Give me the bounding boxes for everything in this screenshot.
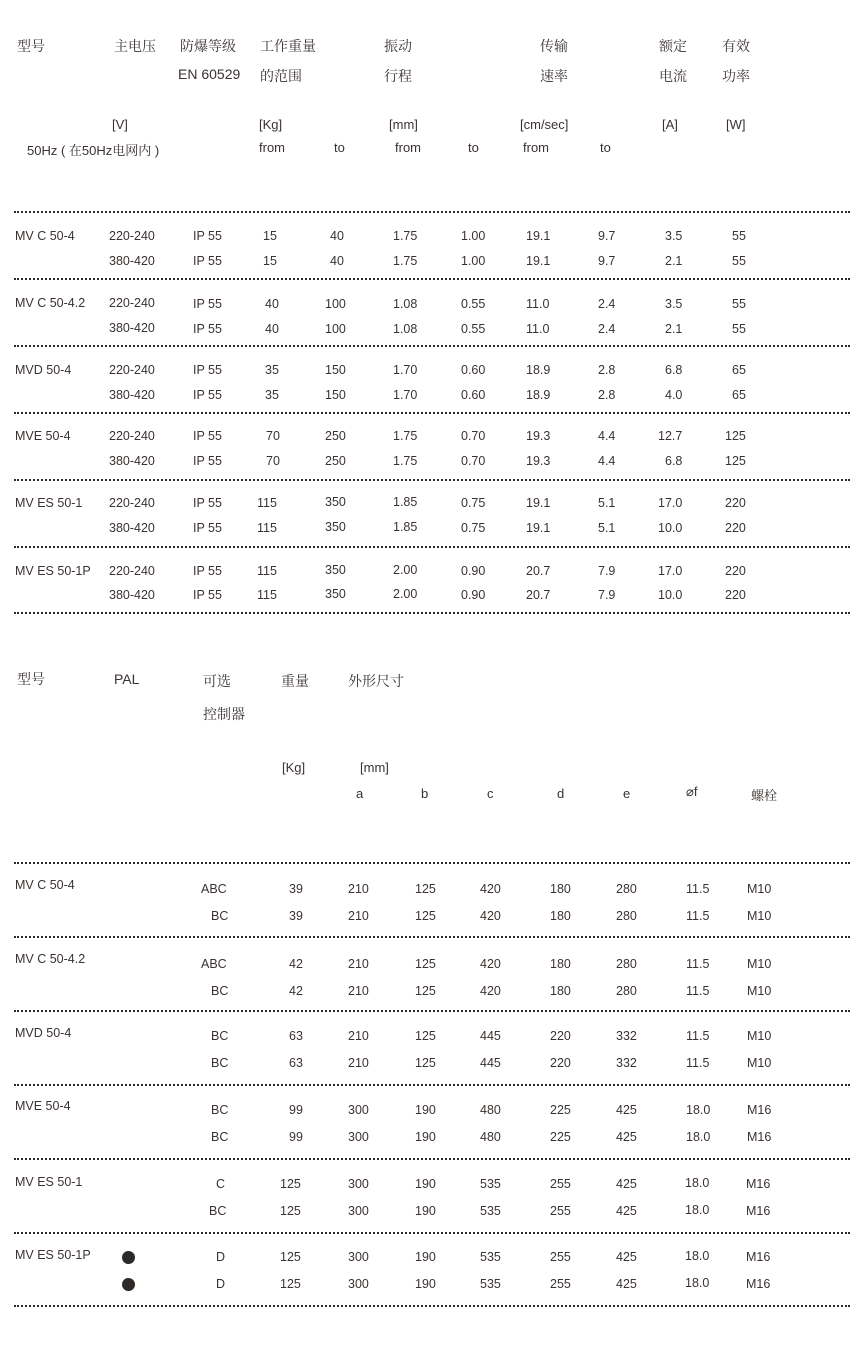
cell-weight: 125 [280, 1204, 301, 1218]
cell-bolt: M16 [746, 1277, 771, 1291]
pal-bullet-icon [122, 1251, 135, 1264]
cell-voltage: 380-420 [109, 388, 155, 402]
cell-ip: IP 55 [193, 496, 222, 510]
cell-controller: BC [211, 1056, 229, 1070]
cell-ip: IP 55 [193, 429, 222, 443]
unit-power: [W] [726, 117, 746, 132]
cell-current: 6.8 [665, 454, 683, 468]
cell-controller: BC [211, 984, 229, 998]
cell-controller: BC [211, 1103, 229, 1117]
row-divider [14, 479, 850, 481]
cell-power: 125 [725, 454, 746, 468]
cell-dim-f: 18.0 [685, 1276, 710, 1290]
model-name: MV ES 50-1 [15, 496, 83, 510]
cell-stroke-to: 1.00 [461, 229, 486, 243]
cell-power: 55 [732, 297, 746, 311]
header-weight: 工作重量 [260, 38, 316, 54]
cell-voltage: 220-240 [109, 296, 155, 310]
cell-speed-from: 19.1 [526, 521, 551, 535]
cell-current: 10.0 [658, 588, 683, 602]
cell-speed-to: 5.1 [598, 521, 616, 535]
cell-stroke-to: 0.70 [461, 429, 486, 443]
cell-speed-from: 19.3 [526, 454, 551, 468]
cell-stroke-from: 1.85 [393, 520, 418, 534]
cell-dim-a: 300 [348, 1204, 369, 1218]
cell-speed-from: 18.9 [526, 388, 551, 402]
model-name: MVE 50-4 [15, 429, 71, 443]
cell-dim-c: 535 [480, 1277, 501, 1291]
cell-dim-c: 420 [480, 882, 501, 896]
cell-dim-b: 125 [415, 882, 436, 896]
header-controller-line2: 控制器 [203, 706, 245, 722]
cell-weight-from: 115 [257, 588, 277, 602]
cell-stroke-from: 1.08 [393, 297, 418, 311]
unit-frequency: 50Hz ( 在50Hz电网内 ) [27, 143, 160, 158]
cell-bolt: M10 [747, 957, 772, 971]
cell-current: 3.5 [665, 297, 683, 311]
cell-stroke-to: 0.55 [461, 297, 486, 311]
cell-weight: 99 [289, 1103, 303, 1117]
cell-power: 220 [725, 564, 746, 578]
cell-weight: 125 [280, 1250, 301, 1264]
cell-power: 65 [732, 388, 746, 402]
cell-dim-b: 125 [415, 909, 436, 923]
cell-dim-a: 210 [348, 1056, 369, 1070]
cell-speed-from: 19.3 [526, 429, 551, 443]
header-speed: 传输 [540, 38, 568, 54]
cell-ip: IP 55 [193, 363, 222, 377]
cell-power: 55 [732, 322, 746, 336]
cell-dim-c: 535 [480, 1204, 501, 1218]
cell-weight-to: 100 [325, 297, 346, 311]
cell-bolt: M16 [746, 1204, 771, 1218]
cell-weight-from: 15 [263, 229, 277, 243]
dim-c-label: c [487, 786, 494, 801]
header-speed-line2: 速率 [540, 68, 568, 84]
cell-weight: 39 [289, 882, 303, 896]
cell-stroke-to: 0.90 [461, 564, 486, 578]
cell-voltage: 380-420 [109, 588, 155, 602]
unit-stroke-to: to [468, 140, 479, 155]
header-controller: 可选 [203, 673, 231, 689]
header-weight-range: 的范围 [260, 68, 302, 84]
cell-dim-f: 11.5 [686, 984, 710, 998]
cell-weight-to: 350 [325, 520, 346, 534]
cell-dim-a: 210 [348, 984, 369, 998]
cell-speed-to: 4.4 [598, 454, 616, 468]
cell-dim-b: 190 [415, 1130, 436, 1144]
cell-ip: IP 55 [193, 254, 222, 268]
cell-dim-e: 332 [616, 1029, 637, 1043]
cell-current: 10.0 [658, 521, 683, 535]
header-protection: 防爆等级 [180, 38, 236, 54]
row-divider [14, 1084, 850, 1086]
dim-e-label: e [623, 786, 631, 801]
cell-dim-d: 180 [550, 882, 571, 896]
cell-ip: IP 55 [193, 564, 222, 578]
cell-speed-from: 19.1 [526, 254, 551, 268]
cell-speed-to: 2.4 [598, 297, 616, 311]
cell-dim-c: 480 [480, 1130, 501, 1144]
cell-controller: C [216, 1177, 226, 1191]
bolt-label: 螺栓 [751, 788, 778, 803]
cell-stroke-from: 1.75 [393, 429, 418, 443]
cell-controller: D [216, 1277, 226, 1291]
cell-stroke-to: 0.75 [461, 496, 486, 510]
row-divider [14, 1305, 850, 1307]
cell-current: 2.1 [665, 322, 683, 336]
cell-current: 12.7 [658, 429, 683, 443]
cell-power: 65 [732, 363, 746, 377]
unit-speed-from: from [523, 140, 549, 155]
cell-power: 220 [725, 588, 746, 602]
cell-dim-c: 480 [480, 1103, 501, 1117]
cell-voltage: 220-240 [109, 496, 155, 510]
cell-power: 55 [732, 229, 746, 243]
cell-dim-a: 210 [348, 909, 369, 923]
cell-dim-b: 190 [415, 1204, 436, 1218]
cell-weight-to: 40 [330, 229, 344, 243]
header-protection-standard: EN 60529 [178, 66, 241, 82]
cell-power: 220 [725, 521, 746, 535]
cell-voltage: 220-240 [109, 564, 155, 578]
dim-b-label: b [421, 786, 429, 801]
cell-dim-a: 300 [348, 1277, 369, 1291]
cell-dim-d: 255 [550, 1204, 571, 1218]
header-current-line2: 电流 [659, 68, 687, 84]
cell-dim-a: 300 [348, 1177, 369, 1191]
cell-dim-e: 332 [616, 1056, 637, 1070]
cell-dim-a: 300 [348, 1250, 369, 1264]
cell-weight-to: 100 [325, 322, 346, 336]
dim-f-label: ⌀f [686, 784, 698, 799]
header-dimensions: 外形尺寸 [348, 673, 404, 689]
header-model: 型号 [17, 38, 45, 54]
cell-dim-c: 535 [480, 1250, 501, 1264]
cell-weight-from: 40 [265, 297, 279, 311]
cell-weight-to: 150 [325, 388, 346, 402]
cell-ip: IP 55 [193, 297, 222, 311]
model-name: MV ES 50-1P [15, 1248, 91, 1262]
cell-dim-f: 11.5 [686, 957, 710, 971]
cell-current: 4.0 [665, 388, 683, 402]
cell-dim-e: 425 [616, 1130, 637, 1144]
cell-dim-c: 420 [480, 984, 501, 998]
cell-dim-d: 220 [550, 1029, 571, 1043]
cell-weight-to: 40 [330, 254, 344, 268]
cell-voltage: 220-240 [109, 363, 155, 377]
cell-weight: 99 [289, 1130, 303, 1144]
cell-controller: BC [209, 1204, 227, 1218]
header-voltage: 主电压 [114, 38, 156, 54]
cell-dim-f: 18.0 [685, 1249, 710, 1263]
cell-dim-d: 255 [550, 1277, 571, 1291]
cell-dim-e: 280 [616, 984, 637, 998]
model-name: MV C 50-4 [15, 878, 75, 892]
cell-dim-b: 125 [415, 984, 436, 998]
cell-stroke-to: 0.55 [461, 322, 486, 336]
header-weight: 重量 [281, 673, 309, 689]
cell-ip: IP 55 [193, 388, 222, 402]
cell-speed-from: 11.0 [526, 297, 550, 311]
cell-stroke-from: 1.75 [393, 454, 418, 468]
row-divider [14, 211, 850, 213]
cell-ip: IP 55 [193, 588, 222, 602]
cell-speed-to: 2.4 [598, 322, 616, 336]
cell-speed-from: 19.1 [526, 229, 551, 243]
cell-dim-d: 225 [550, 1103, 571, 1117]
cell-weight-from: 115 [257, 564, 277, 578]
cell-weight: 42 [289, 984, 303, 998]
pal-bullet-icon [122, 1278, 135, 1291]
cell-dim-b: 125 [415, 957, 436, 971]
cell-voltage: 380-420 [109, 521, 155, 535]
cell-dim-c: 445 [480, 1056, 501, 1070]
cell-dim-a: 300 [348, 1103, 369, 1117]
cell-speed-to: 9.7 [598, 254, 616, 268]
cell-dim-f: 18.0 [685, 1203, 710, 1217]
cell-dim-b: 125 [415, 1029, 436, 1043]
row-divider [14, 612, 850, 614]
cell-dim-c: 535 [480, 1177, 501, 1191]
cell-weight-to: 350 [325, 563, 346, 577]
cell-weight-from: 70 [266, 454, 280, 468]
cell-bolt: M16 [747, 1103, 772, 1117]
cell-stroke-to: 0.60 [461, 363, 486, 377]
cell-dim-c: 420 [480, 957, 501, 971]
cell-bolt: M16 [746, 1250, 771, 1264]
model-name: MV ES 50-1P [15, 564, 91, 578]
cell-dim-b: 125 [415, 1056, 436, 1070]
cell-weight: 63 [289, 1029, 303, 1043]
row-divider [14, 862, 850, 864]
cell-controller: BC [211, 1029, 229, 1043]
cell-speed-from: 20.7 [526, 564, 551, 578]
cell-dim-f: 11.5 [686, 882, 710, 896]
cell-current: 3.5 [665, 229, 683, 243]
cell-dim-e: 280 [616, 882, 637, 896]
cell-stroke-to: 0.90 [461, 588, 486, 602]
cell-dim-a: 300 [348, 1130, 369, 1144]
model-name: MV C 50-4 [15, 229, 75, 243]
model-name: MVD 50-4 [15, 1026, 72, 1040]
cell-weight: 63 [289, 1056, 303, 1070]
cell-current: 2.1 [665, 254, 683, 268]
cell-stroke-from: 2.00 [393, 563, 418, 577]
cell-controller: BC [211, 909, 229, 923]
cell-bolt: M16 [747, 1130, 772, 1144]
unit-weight-to: to [334, 140, 345, 155]
cell-weight-from: 40 [265, 322, 279, 336]
cell-dim-f: 11.5 [686, 1056, 710, 1070]
header-stroke: 振动 [384, 38, 412, 54]
cell-ip: IP 55 [193, 322, 222, 336]
cell-dim-a: 210 [348, 882, 369, 896]
cell-dim-b: 190 [415, 1277, 436, 1291]
cell-dim-d: 255 [550, 1177, 571, 1191]
cell-dim-f: 11.5 [686, 1029, 710, 1043]
cell-speed-to: 9.7 [598, 229, 616, 243]
cell-weight: 125 [280, 1277, 301, 1291]
cell-voltage: 220-240 [109, 429, 155, 443]
cell-stroke-from: 1.75 [393, 229, 418, 243]
cell-bolt: M10 [747, 909, 772, 923]
cell-dim-b: 190 [415, 1250, 436, 1264]
cell-voltage: 380-420 [109, 454, 155, 468]
cell-dim-b: 190 [415, 1103, 436, 1117]
header-stroke-line2: 行程 [384, 68, 412, 84]
cell-stroke-from: 2.00 [393, 587, 418, 601]
row-divider [14, 278, 850, 280]
cell-bolt: M10 [747, 882, 772, 896]
cell-current: 17.0 [658, 496, 683, 510]
row-divider [14, 345, 850, 347]
cell-weight: 42 [289, 957, 303, 971]
cell-controller: ABC [201, 882, 227, 896]
cell-controller: ABC [201, 957, 227, 971]
row-divider [14, 546, 850, 548]
cell-stroke-from: 1.70 [393, 388, 418, 402]
cell-dim-e: 425 [616, 1103, 637, 1117]
cell-current: 6.8 [665, 363, 683, 377]
cell-speed-to: 7.9 [598, 564, 616, 578]
unit-current: [A] [662, 117, 678, 132]
cell-speed-to: 2.8 [598, 388, 616, 402]
cell-weight-from: 15 [263, 254, 277, 268]
cell-dim-f: 18.0 [686, 1130, 711, 1144]
cell-dim-d: 255 [550, 1250, 571, 1264]
cell-weight-from: 35 [265, 388, 279, 402]
cell-dim-d: 225 [550, 1130, 571, 1144]
unit-speed-to: to [600, 140, 611, 155]
unit-stroke: [mm] [389, 117, 418, 132]
model-name: MV C 50-4.2 [15, 952, 86, 966]
cell-stroke-to: 0.70 [461, 454, 486, 468]
cell-voltage: 380-420 [109, 321, 155, 335]
row-divider [14, 1232, 850, 1234]
cell-stroke-from: 1.75 [393, 254, 418, 268]
cell-dim-b: 190 [415, 1177, 436, 1191]
cell-stroke-from: 1.08 [393, 322, 418, 336]
header-power: 有效 [722, 38, 750, 54]
unit-weight-from: from [259, 140, 285, 155]
cell-dim-a: 210 [348, 957, 369, 971]
cell-speed-from: 20.7 [526, 588, 551, 602]
header-model: 型号 [17, 671, 45, 687]
header-current: 额定 [659, 38, 687, 54]
cell-voltage: 380-420 [109, 254, 155, 268]
cell-dim-e: 425 [616, 1277, 637, 1291]
cell-controller: D [216, 1250, 226, 1264]
cell-current: 17.0 [658, 564, 683, 578]
model-name: MV ES 50-1 [15, 1175, 83, 1189]
model-name: MV C 50-4.2 [15, 296, 86, 310]
cell-weight-from: 115 [257, 496, 277, 510]
unit-weight: [Kg] [282, 760, 306, 775]
cell-controller: BC [211, 1130, 229, 1144]
cell-dim-e: 425 [616, 1250, 637, 1264]
cell-speed-to: 2.8 [598, 363, 616, 377]
cell-power: 220 [725, 496, 746, 510]
unit-dimensions: [mm] [360, 760, 389, 775]
cell-bolt: M16 [746, 1177, 771, 1191]
cell-dim-c: 420 [480, 909, 501, 923]
cell-bolt: M10 [747, 1056, 772, 1070]
row-divider [14, 936, 850, 938]
cell-weight-to: 250 [325, 429, 346, 443]
cell-weight-to: 250 [325, 454, 346, 468]
cell-weight-from: 70 [266, 429, 280, 443]
unit-voltage: [V] [112, 117, 128, 132]
dim-d-label: d [557, 786, 565, 801]
cell-stroke-to: 0.75 [461, 521, 486, 535]
unit-stroke-from: from [395, 140, 421, 155]
cell-bolt: M10 [747, 984, 772, 998]
cell-ip: IP 55 [193, 454, 222, 468]
cell-dim-c: 445 [480, 1029, 501, 1043]
cell-speed-from: 19.1 [526, 496, 551, 510]
cell-dim-d: 220 [550, 1056, 571, 1070]
cell-dim-f: 11.5 [686, 909, 710, 923]
cell-weight-to: 350 [325, 495, 346, 509]
cell-stroke-from: 1.85 [393, 495, 418, 509]
cell-weight-to: 350 [325, 587, 346, 601]
cell-bolt: M10 [747, 1029, 772, 1043]
cell-dim-f: 18.0 [686, 1103, 711, 1117]
cell-speed-to: 5.1 [598, 496, 616, 510]
cell-ip: IP 55 [193, 229, 222, 243]
dim-a-label: a [356, 786, 364, 801]
cell-weight: 39 [289, 909, 303, 923]
row-divider [14, 412, 850, 414]
cell-dim-d: 180 [550, 984, 571, 998]
unit-speed: [cm/sec] [520, 117, 569, 132]
cell-weight-from: 115 [257, 521, 277, 535]
cell-dim-a: 210 [348, 1029, 369, 1043]
cell-power: 125 [725, 429, 746, 443]
cell-dim-d: 180 [550, 909, 571, 923]
model-name: MVD 50-4 [15, 363, 72, 377]
cell-voltage: 220-240 [109, 229, 155, 243]
cell-dim-e: 425 [616, 1177, 637, 1191]
unit-weight: [Kg] [259, 117, 283, 132]
cell-ip: IP 55 [193, 521, 222, 535]
cell-speed-to: 7.9 [598, 588, 616, 602]
header-power-line2: 功率 [722, 68, 750, 84]
cell-dim-e: 280 [616, 909, 637, 923]
cell-stroke-to: 1.00 [461, 254, 486, 268]
row-divider [14, 1010, 850, 1012]
cell-speed-from: 11.0 [526, 322, 550, 336]
cell-weight-from: 35 [265, 363, 279, 377]
cell-power: 55 [732, 254, 746, 268]
cell-speed-to: 4.4 [598, 429, 616, 443]
model-name: MVE 50-4 [15, 1099, 71, 1113]
cell-weight: 125 [280, 1177, 301, 1191]
row-divider [14, 1158, 850, 1160]
cell-stroke-to: 0.60 [461, 388, 486, 402]
header-pal: PAL [114, 671, 140, 687]
cell-dim-e: 425 [616, 1204, 637, 1218]
cell-speed-from: 18.9 [526, 363, 551, 377]
cell-dim-d: 180 [550, 957, 571, 971]
cell-weight-to: 150 [325, 363, 346, 377]
cell-dim-f: 18.0 [685, 1176, 710, 1190]
cell-dim-e: 280 [616, 957, 637, 971]
cell-stroke-from: 1.70 [393, 363, 418, 377]
